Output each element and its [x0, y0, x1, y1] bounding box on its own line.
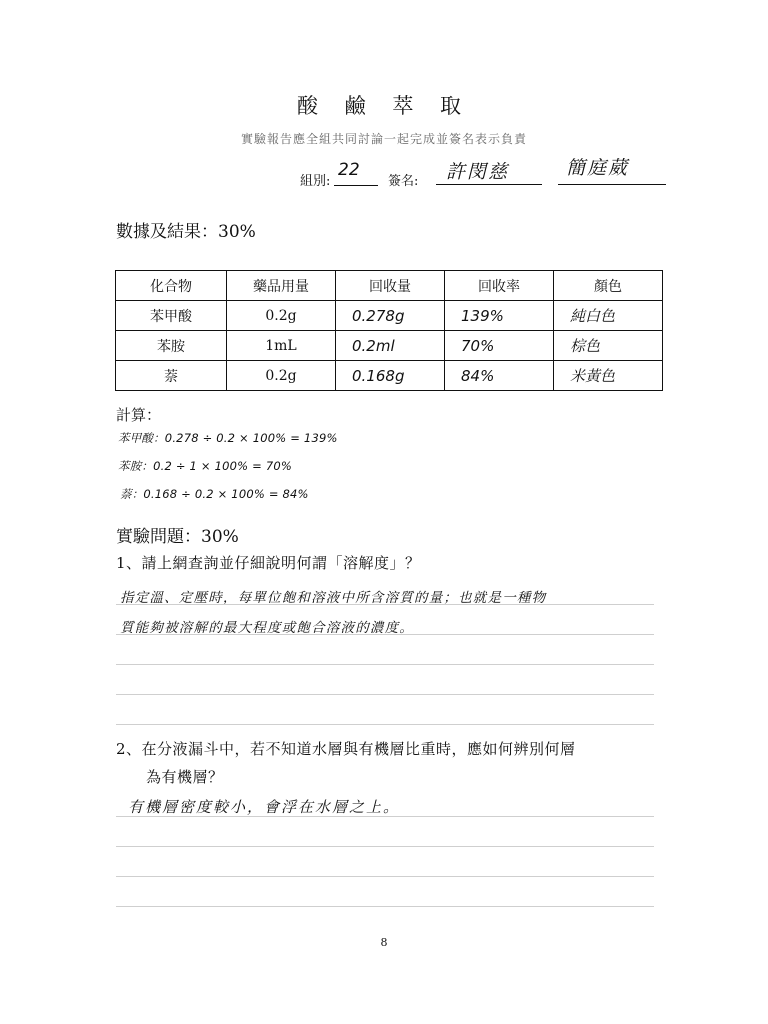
questions-heading: 實驗問題：30%: [116, 527, 239, 547]
answer-line: [116, 664, 654, 665]
answer-line: [116, 634, 654, 635]
column-header: 藥品用量: [227, 271, 336, 301]
answer-1-line-1: 指定溫、定壓時，每單位飽和溶液中所含溶質的量；也就是一種物: [120, 590, 547, 606]
signature-1: 許閔慈: [446, 161, 510, 183]
signature-2: 簡庭葳: [566, 157, 630, 179]
question-2-line-2: 為有機層？: [146, 768, 224, 786]
table-cell: 84%: [445, 361, 554, 391]
table-cell: 0.168g: [336, 361, 445, 391]
answer-1-line-2: 質能夠被溶解的最大程度或飽合溶液的濃度。: [120, 620, 414, 636]
page-subtitle: 實驗報告應全組共同討論一起完成並簽名表示負責: [240, 132, 527, 146]
results-heading: 數據及結果：30%: [116, 222, 256, 242]
column-header: 回收率: [445, 271, 554, 301]
table-cell: 米黃色: [554, 361, 663, 391]
table-row: [116, 361, 663, 391]
calc-label: 計算：: [116, 406, 162, 424]
column-header: 顏色: [554, 271, 663, 301]
table-cell: 苯胺: [116, 331, 227, 361]
answer-line: [116, 604, 654, 605]
table-cell: 139%: [445, 301, 554, 331]
answer-line: [116, 724, 654, 725]
table-cell: 純白色: [554, 301, 663, 331]
table-cell: 0.2ml: [336, 331, 445, 361]
answer-line: [116, 846, 654, 847]
column-header: 化合物: [116, 271, 227, 301]
answer-line: [116, 694, 654, 695]
results-table: [115, 270, 663, 391]
answer-line: [116, 816, 654, 817]
table-row: [116, 301, 663, 331]
calc-line: 苯胺：0.2 ÷ 1 × 100% = 70%: [118, 459, 292, 473]
group-label: 組別:: [300, 174, 331, 189]
group-value: 22: [338, 160, 360, 180]
table-cell: 苯甲酸: [116, 301, 227, 331]
column-header: 回收量: [336, 271, 445, 301]
calc-line: 萘：0.168 ÷ 0.2 × 100% = 84%: [120, 487, 309, 501]
table-cell: 萘: [116, 361, 227, 391]
table-cell: 70%: [445, 331, 554, 361]
table-cell: 0.2g: [227, 301, 336, 331]
sign-label: 簽名:: [388, 174, 419, 189]
table-cell: 棕色: [554, 331, 663, 361]
table-cell: 0.2g: [227, 361, 336, 391]
table-cell: 1mL: [227, 331, 336, 361]
question-1: 1、請上網查詢並仔細說明何謂「溶解度」？: [116, 554, 421, 572]
page-title: 酸 鹼 萃 取: [296, 94, 472, 118]
page-number: 8: [380, 936, 388, 949]
calc-line: 苯甲酸：0.278 ÷ 0.2 × 100% = 139%: [118, 431, 338, 445]
table-header-row: [116, 271, 663, 301]
question-2-line-1: 2、在分液漏斗中，若不知道水層與有機層比重時，應如何辨別何層: [116, 740, 576, 758]
table-cell: 0.278g: [336, 301, 445, 331]
answer-line: [116, 906, 654, 907]
answer-line: [116, 876, 654, 877]
table-row: [116, 331, 663, 361]
answer-2: 有機層密度較小，會浮在水層之上。: [128, 798, 401, 816]
